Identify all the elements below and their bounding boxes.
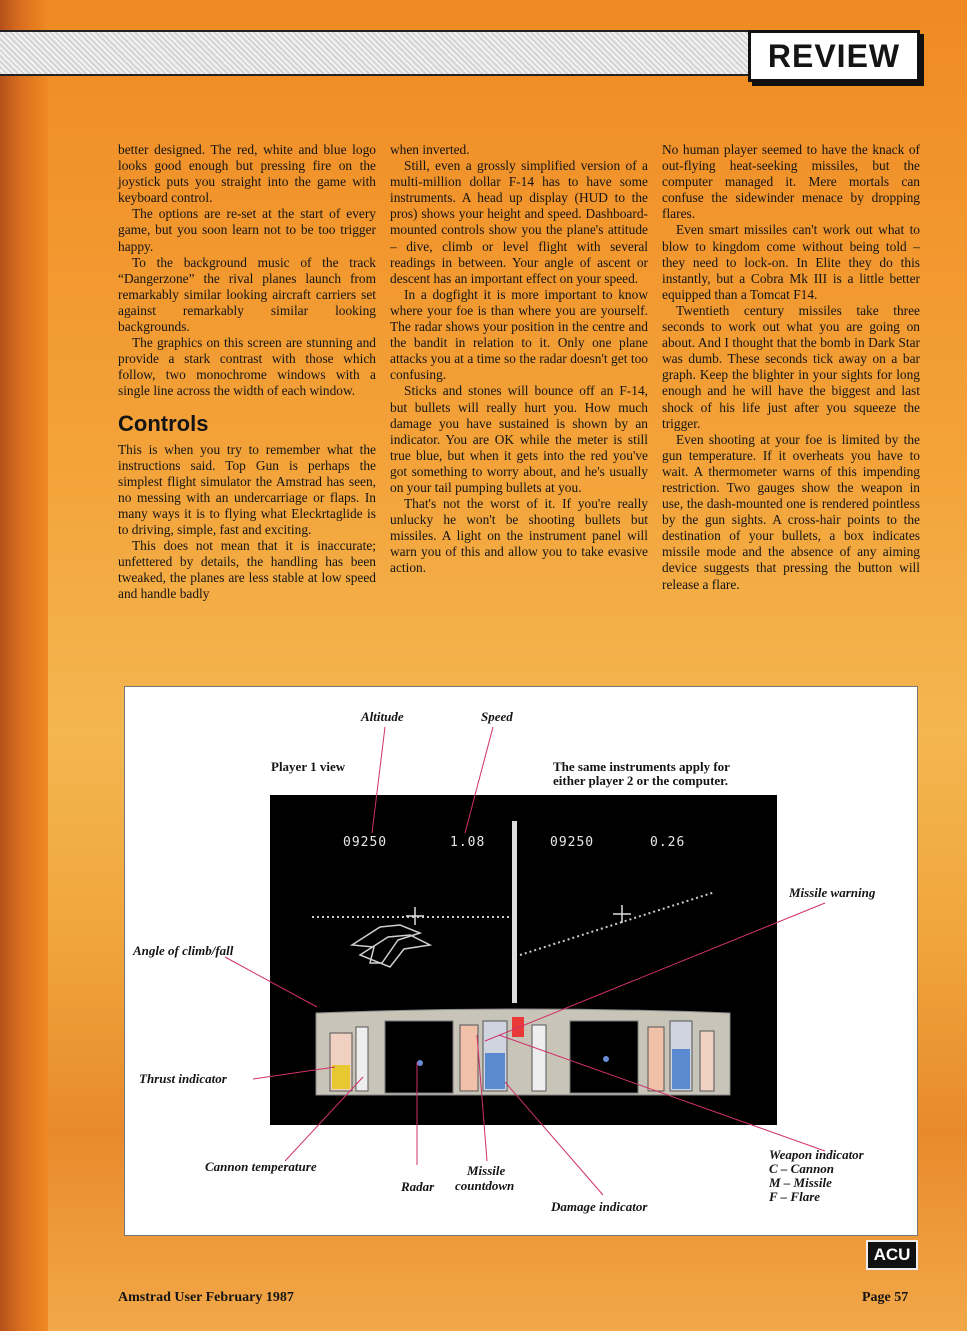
label-radar: Radar [401,1179,435,1194]
label-damage: Damage indicator [551,1199,648,1214]
label-weapon-f: F – Flare [769,1189,821,1204]
label-angle: Angle of climb/fall [133,943,234,958]
paragraph: Twentieth century missiles take three seconds to work out what you are going on about. And I thought that the bomb in Dark Star was dumb. These seconds tick away on a bar graph. Keep the blighter in your sights for long enough and he will have the biggest and last shock of his life just after you squeeze the trigger. [662,302,920,431]
footer-page-number: Page 57 [862,1290,909,1305]
speed-readout-p1: 1.08 [450,835,486,850]
instrument-diagram [124,686,918,1236]
article-column-2 [390,142,648,577]
article-column-1 [118,142,376,603]
paragraph: The options are re-set at the start of every game, but you soon learn not to be too trigger happy. [118,206,376,254]
paragraph: No human player seemed to have the knack of out-flying heat-seeking missiles, but the computer managed it. Mere mortals can confuse the sidewinder menace by dropping flares. [662,142,920,222]
altitude-readout-p2: 09250 [550,835,595,850]
speed-readout-p2: 0.26 [650,835,686,850]
paragraph: Still, even a grossly simplified version of a multi-million dollar F-14 has to have some instruments. A head up display (HUD to the pros) shows your height and speed. Dashboard-mounted controls show you the plane's attitude – dive, climb or level flight with several readings in between. Your angle of ascent or descent has an important effect on your speed. [390,158,648,286]
page-fold-shadow [0,0,48,1331]
paragraph: In a dogfight it is more important to know where your foe is than where you are yourself. The radar shows your position in the centre and the bandit in relation to it. Only one plane attacks you at a time so the radar doesn't get too confusing. [390,286,648,383]
label-missile-warning: Missile warning [789,885,876,900]
paragraph: when inverted. [390,142,470,157]
paragraph: Even smart missiles can't work out what to blow to kingdom come without being told – they need to lock-on. In Elite they do this instantly, but a Cobra Mk III is a little better equipped than a Tomcat F14. [662,222,920,302]
label-weapon-c: C – Cannon [769,1161,835,1176]
label-weapon-m: M – Missile [769,1175,832,1190]
paragraph: better designed. The red, white and blue logo looks good enough but pressing fire on the joystick puts you straight into the game with keyboard control. [118,142,376,206]
paragraph: Even shooting at your foe is limited by the gun temperature. If it overheats you have to wait. A thermometer warns of this impending restriction. Two gauges show the weapon in use, the dash-mounted one is rendered pointless by the gun sights. A cross-hair points to the destination of your bullets, a box indicates missile mode and the absence of any aiming device suggests that pressing the button will release a flare. [662,431,920,592]
paragraph: Sticks and stones will bounce off an F-14, but bullets will really hurt you. How much damage you have sustained is shown by an indicator. You are OK while the meter is still true blue, but when it gets into the red you've got something to worry about, and he's usually on your tail pumping bullets at you. [390,383,648,495]
altitude-readout-p1: 09250 [343,835,388,850]
label-cannon-temp: Cannon temperature [205,1159,317,1174]
acu-badge: ACU [866,1240,918,1270]
paragraph: This does not mean that it is inaccurate; unfettered by details, the handling has been tweaked, the planes are less stable at low speed and handle badly [118,538,376,602]
section-heading: Controls [118,410,209,436]
label-speed: Speed [481,709,513,724]
paragraph: The graphics on this screen are stunning and provide a stark contrast with those which follow, two monochrome windows with a single line across the width of each window. [118,335,376,399]
note-line2: either player 2 or the computer. [553,773,728,788]
article-column-3 [662,142,920,593]
note-line1: The same instruments apply for [553,759,730,774]
footer-publication: Amstrad User February 1987 [118,1290,294,1305]
label-missile-countdown-1: Missile [467,1163,506,1178]
label-missile-countdown-2: countdown [455,1178,515,1193]
header-bar [0,30,762,76]
label-weapon: Weapon indicator [769,1147,864,1162]
paragraph: To the background music of the track “Dangerzone” the rival planes launch from remarkably similar looking aircraft carriers set against remarkably similar looking backgrounds. [118,254,376,335]
label-thrust: Thrust indicator [139,1071,227,1086]
paragraph: That's not the worst of it. If you're really unlucky he won't be shooting bullets but missiles. A light on the instrument panel will warn you of this and allow you to take evasive action. [390,496,648,576]
paragraph: This is when you try to remember what the instructions said. Top Gun is perhaps the simplest flight simulator the Amstrad has seen, no messing with an undercarriage or flaps. In many ways it is to flying what Eleckrtaglide is to driving, simple, fast and exciting. [118,441,376,538]
label-altitude: Altitude [361,709,404,724]
section-label: REVIEW [748,30,920,82]
label-player1: Player 1 view [271,759,346,774]
